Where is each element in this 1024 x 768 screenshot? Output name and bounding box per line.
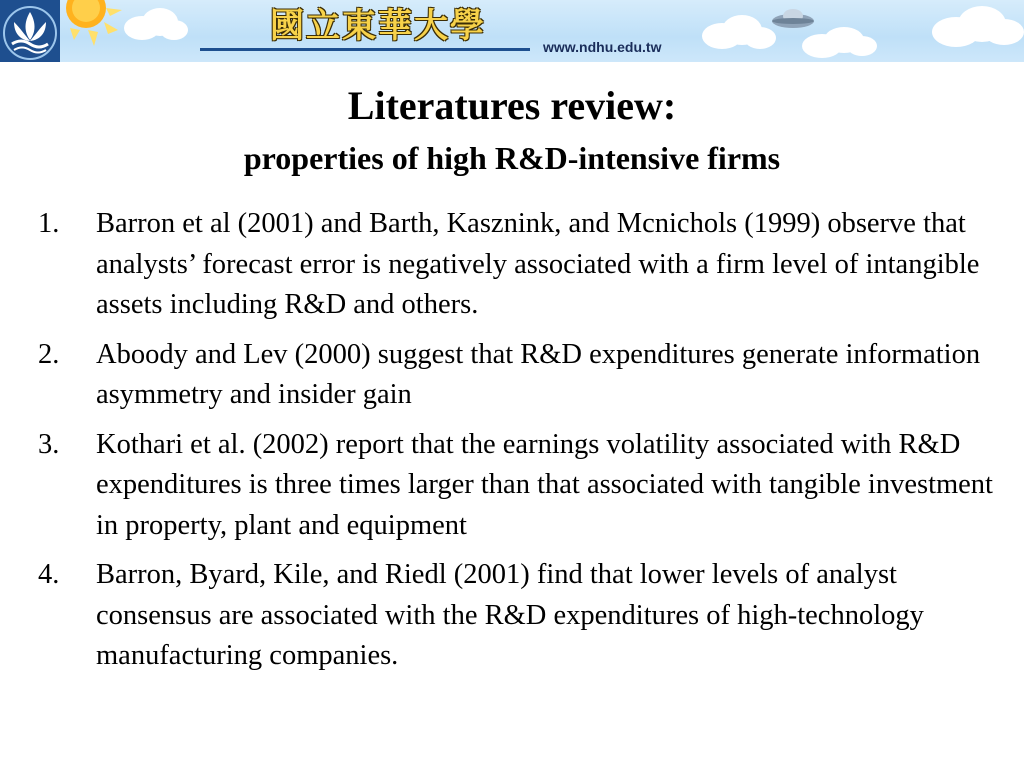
slide-title: Literatures review:	[347, 83, 677, 128]
ufo-icon	[770, 6, 816, 32]
cloud-icon	[930, 2, 1024, 52]
list-item-number: 4.	[38, 559, 60, 590]
university-name: 國立東華大學	[270, 6, 486, 46]
ndhu-logo	[0, 0, 60, 62]
university-url: www.ndhu.edu.tw	[543, 39, 662, 55]
list-item-text: Barron et al (2001) and Barth, Kasznink, and Mcnichols (1999) observe that analysts’ forecast error is negatively associated with a firm level of intangible assets including R&D and others.	[96, 208, 980, 320]
list-item-text: Aboody and Lev (2000) suggest that R&D expenditures generate information asymmetry and insider gain	[96, 338, 981, 410]
header-banner	[0, 0, 1024, 62]
numbered-list	[30, 204, 995, 686]
list-item	[30, 425, 995, 547]
slide-subtitle: properties of high R&D-intensive firms	[243, 140, 781, 176]
list-item-number: 2.	[38, 338, 60, 370]
cloud-icon	[700, 10, 780, 54]
list-item	[30, 555, 995, 677]
list-item-number: 1.	[38, 208, 60, 239]
list-item-text: Barron, Byard, Kile, and Riedl (2001) find that lower levels of analyst consensus are associated with the R&D expenditures of high-technology manufacturing companies.	[96, 559, 924, 671]
list-item	[30, 204, 995, 326]
list-item-number: 3.	[38, 428, 60, 460]
list-item-text: Kothari et al. (2002) report that the earnings volatility associated with R&D expenditures is three times larger than that associated with tangible investment in property, plant and equipment	[96, 428, 993, 541]
cloud-icon	[120, 4, 190, 44]
banner-underline	[200, 48, 530, 51]
list-item	[30, 335, 995, 416]
